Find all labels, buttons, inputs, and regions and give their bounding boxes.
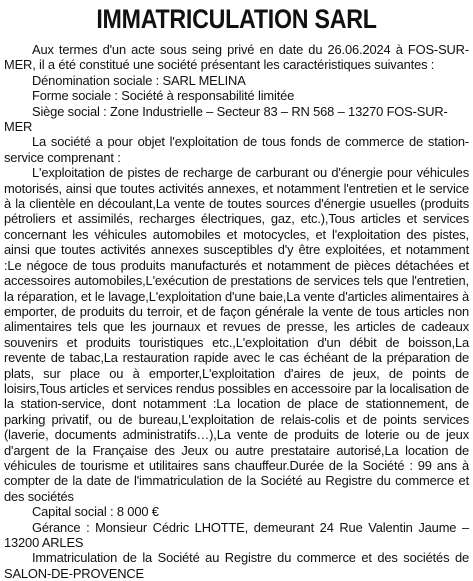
notice-body xyxy=(4,42,469,581)
registration-paragraph: Immatriculation de la Société au Registre du commerce et des sociétés de SALON-DE-PROVENCE xyxy=(4,550,469,581)
notice-title: IMMATRICULATION SARL xyxy=(96,4,377,34)
share-capital-line: Capital social : 8 000 € xyxy=(32,504,159,520)
purpose-details-paragraph: L'exploitation de pistes de recharge de carburant ou d'énergie pour véhicules motorisés, ainsi que toutes activités annexes, et notamment l'entretien et le service à la clientèle en découlant,La vente de toutes sources d'énergie usuelles (produits pétroliers et assimilés, recharges électriques, gaz, etc.),Tous articles et services concernant les véhicules automobiles et motocycles, et l'exploitation des pistes, ainsi que toutes activités annexes susceptibles d'y être exploitées, et notamment :Le négoce de tous produits manufacturés et notamment de pièces détachées et accessoires automobiles,L'exécution de prestations de services tels que l'entretien, la réparation, et le lavage,L'exploitation d'une baie,La vente d'articles alimentaires à emporter, de produits du terroir, et de façon générale la vente de tous articles non alimentaires tels que les journaux et revues de presse, les articles de cadeaux souvenirs et produits touristiques etc.,L'exploitation d'un débit de boisson,La revente de tabac,La restauration rapide avec le cas échéant de la préparation de plats, sur place ou à emporter,L'exploitation d'aires de jeux, de points de loisirs,Tous articles et services rendus possibles en accessoire par la localisation de la station-service, dont notamment :La location de place de stationnement, de parking privatif, ou de bureau,L'exploitation de relais-colis et de points services (laverie, documents administratifs…),La vente de produits de loterie ou de jeux d'argent de la Française des Jeux ou autre prestataire autorisé,La location de véhicules de tourisme et utilitaires sans chauffeur.Durée de la Société : 99 ans à compter de la date de l'immatriculation de la Société au Registre du commerce et des sociétés xyxy=(4,165,469,504)
head-office-line: Siège social : Zone Industrielle – Secteur 83 – RN 568 – 13270 FOS-SUR-MER xyxy=(4,103,448,135)
legal-notice xyxy=(4,0,469,581)
purpose-intro-paragraph: La société a pour objet l'exploitation de tous fonds de commerce de station-service comprenant : xyxy=(4,134,469,165)
management-paragraph: Gérance : Monsieur Cédric LHOTTE, demeurant 24 Rue Valentin Jaume – 13200 ARLES xyxy=(4,519,469,550)
legal-form-line: Forme sociale : Société à responsabilité limitée xyxy=(32,88,295,104)
intro-paragraph: Aux termes d'un acte sous seing privé en date du 26.06.2024 à FOS-SUR-MER, il a été constitué une société présentant les caractéristiques suivantes : xyxy=(4,42,469,73)
company-name-line: Dénomination sociale : SARL MELINA xyxy=(32,72,246,88)
